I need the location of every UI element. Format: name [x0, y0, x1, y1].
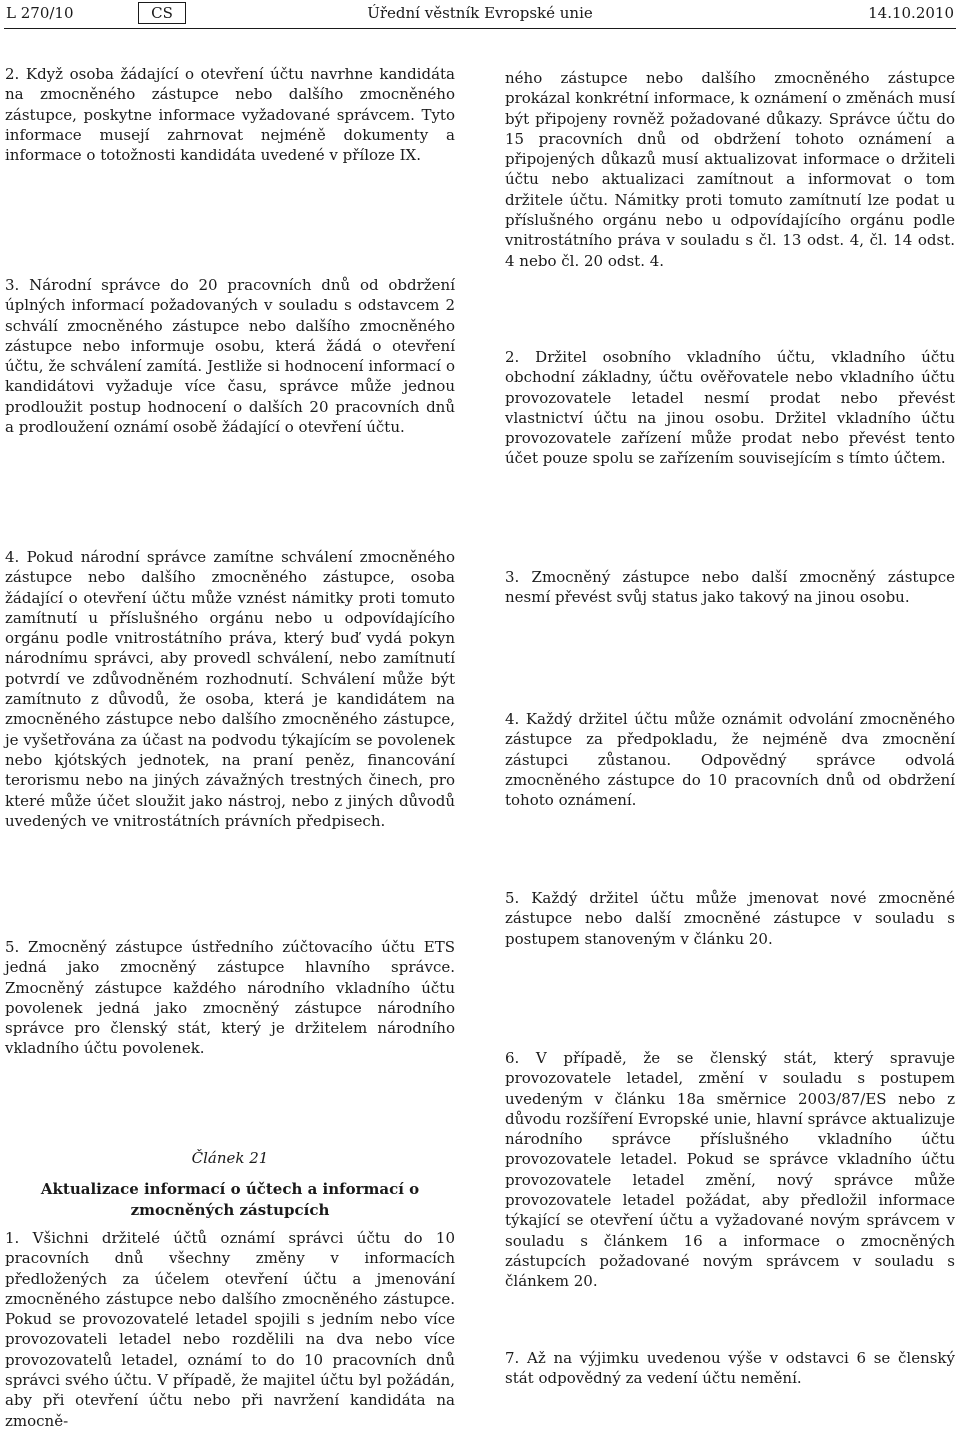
right-paragraph-2: 2. Držitel osobního vkladního účtu, vkladního účtu obchodní základny, účtu ověřovatele nebo vkladního účtu provozovatele letadel nesmí prodat nebo převést vlastnictví účtu na jinou osobu. Držitel vkladního účtu provozovatele zařízení může prodat nebo převést tento účet pouze spolu se zařízením souvisejícím s tímto účtem. [505, 348, 955, 468]
right-paragraph-7: 7. Až na výjimku uvedenou výše v odstavci 6 se členský stát odpovědný za vedení účtu nemění. [505, 1349, 955, 1388]
article-number: Článek 21 [191, 1149, 269, 1167]
right-paragraph-4: 4. Každý držitel účtu může oznámit odvolání zmocněného zástupce za předpokladu, že nejméně dva zmocnění zástupci zůstanou. Odpovědný správce odvolá zmocněného zástupce do 10 pracovních dnů od obdržení tohoto oznámení. [505, 710, 955, 810]
page-reference: L 270/10 [6, 4, 74, 22]
header-rule [4, 28, 956, 29]
paragraph-2: 2. Když osoba žádající o otevření účtu navrhne kandidáta na zmocněného zástupce nebo dalšího zmocněného zástupce, poskytne informace vyžadované správcem. Tyto informace musejí zahrnovat nejméně dokumenty a informace o totožnosti kandidáta uvedené v příloze IX. [5, 65, 455, 165]
right-paragraph-3: 3. Zmocněný zástupce nebo další zmocněný zástupce nesmí převést svůj status jako takový na jinou osobu. [505, 568, 955, 607]
publication-date: 14.10.2010 [868, 4, 954, 22]
journal-title: Úřední věstník Evropské unie [367, 4, 593, 22]
right-paragraph-5: 5. Každý držitel účtu může jmenovat nové zmocněné zástupce nebo další zmocněné zástupce v souladu s postupem stanoveným v článku 20. [505, 889, 955, 948]
right-paragraph-6: 6. V případě, že se členský stát, který spravuje provozovatele letadel, změní v souladu s postupem uvedeným v článku 18a směrnice 2003/87/ES nebo z důvodu rozšíření Evropské unie, hlavní správce aktualizuje národního správce příslušného vkladního účtu provozovatele letadel. Pokud se správce vkladního účtu provozovatele letadel změní, nový správce může provozovatele letadel požádat, aby předložil informace týkající se otevření účtu a vyžadované novým správcem v souladu s článkem 16 a informace o zmocněných zástupcích požadované novým správcem v souladu s článkem 20. [505, 1049, 955, 1291]
article-title: Aktualizace informací o účtech a informací o zmocněných zástupcích [40, 1180, 420, 1219]
paragraph-5: 5. Zmocněný zástupce ústředního zúčtovacího účtu ETS jedná jako zmocněný zástupce hlavního správce. Zmocněný zástupce každého národního vkladního účtu povolenek jedná jako zmocněný zástupce národního správce pro členský stát, který je držitelem národního vkladního účtu povolenek. [5, 938, 455, 1058]
paragraph-4: 4. Pokud národní správce zamítne schválení zmocněného zástupce nebo dalšího zmocněného zástupce, osoba žádající o otevření účtu může vznést námitky proti tomuto zamítnutí u příslušného orgánu nebo u odpovídajícího orgánu podle vnitrostátního práva, který buď vydá pokyn národnímu správci, aby provedl schválení, nebo zamítnutí potvrdí ve zdůvodněném rozhodnutí. Schválení může být zamítnuto z důvodů, že osoba, která je kandidátem na zmocněného zástupce nebo dalšího zmocněného zástupce, je vyšetřována za účast na podvodu týkajícím se povolenek nebo kjótských jednotek, na praní peněz, financování terorismu nebo na jiných závažných trestných činech, pro které může účet sloužit jako nástroj, nebo z jiných důvodů uvedených ve vnitrostátních právních předpisech. [5, 548, 455, 830]
page-header [0, 0, 960, 30]
article-paragraph-1: 1. Všichni držitelé účtů oznámí správci účtu do 10 pracovních dnů všechny změny v informacích předložených za účelem otevření účtu a jmenování zmocněného zástupce nebo dalšího zmocněného zástupce. Pokud se provozovatelé letadel spojili s jedním nebo více provozovateli letadel nebo rozdělili na dva nebo více provozovatelů letadel, oznámí to do 10 pracovních dnů správci svého účtu. V případě, že majitel účtu byl požádán, aby při otevření účtu nebo při navržení kandidáta na zmocně- [5, 1229, 455, 1430]
paragraph-continuation: ného zástupce nebo dalšího zmocněného zástupce prokázal konkrétní informace, k oznámení o změnách musí být připojeny rovněž požadované důkazy. Správce účtu do 15 pracovních dnů od obdržení tohoto oznámení a připojených důkazů musí aktualizovat informace o držiteli účtu nebo aktualizaci zamítnout a informovat o tom držitele účtu. Námitky proti tomuto zamítnutí lze podat u příslušného orgánu nebo u odpovídajícího orgánu podle vnitrostátního práva v souladu s čl. 13 odst. 4, čl. 14 odst. 4 nebo čl. 20 odst. 4. [505, 69, 955, 270]
language-code-box: CS [138, 2, 186, 24]
paragraph-3: 3. Národní správce do 20 pracovních dnů od obdržení úplných informací požadovaných v souladu s odstavcem 2 schválí zmocněného zástupce nebo dalšího zmocněného zástupce nebo informuje osobu, která žádá o otevření účtu, že schválení zamítá. Jestliže si hodnocení informací o kandidátovi vyžaduje více času, správce může jednou prodloužit postup hodnocení o dalších 20 pracovních dnů a prodloužení oznámí osobě žádající o otevření účtu. [5, 276, 455, 437]
